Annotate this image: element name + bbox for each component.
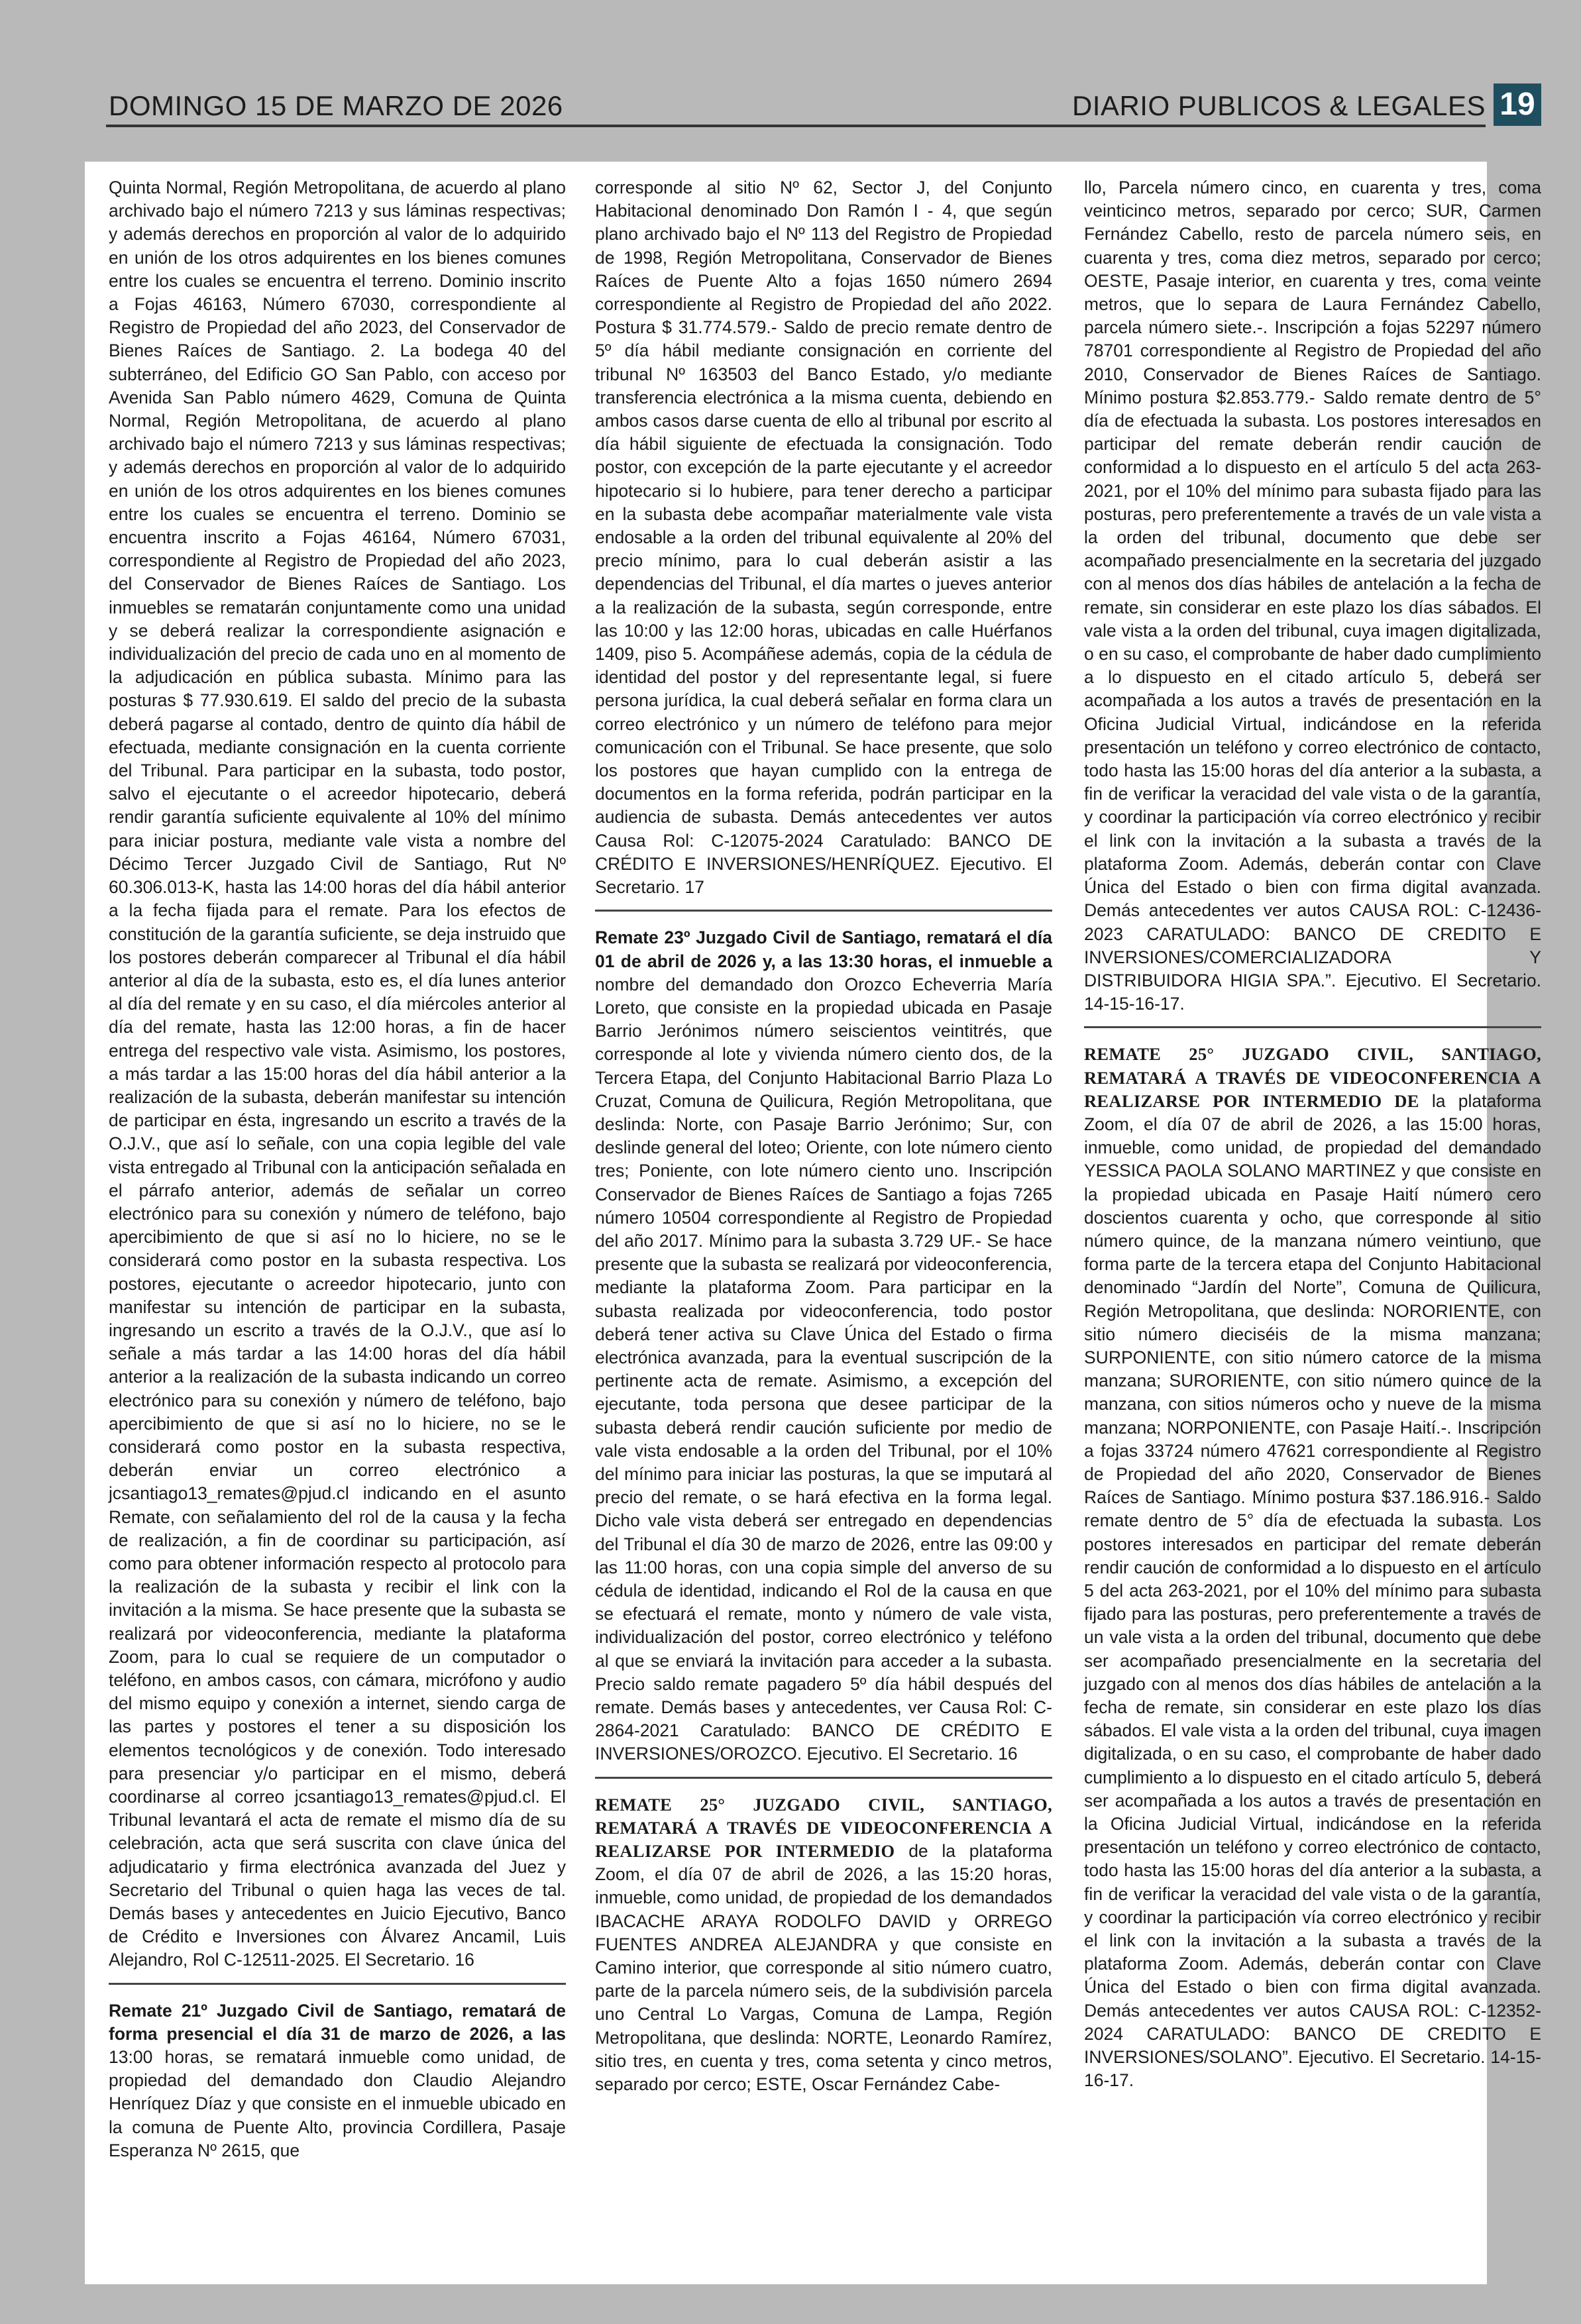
issue-date: DOMINGO 15 DE MARZO DE 2026: [109, 90, 563, 121]
page-header: [106, 83, 1541, 127]
notice-heading: REMATE 25° JUZGADO CIVIL, SANTIAGO, REMATARÁ A TRAVÉS DE VIDEOCONFERENCIA A REALIZARSE POR INTERMEDIO DE: [1084, 1044, 1541, 1111]
publication-title: DIARIO PUBLICOS & LEGALES: [1071, 90, 1486, 121]
column-3: [1084, 176, 1541, 2092]
notice-body: de la plataforma Zoom, el día 07 de abril de 2026, a las 15:20 horas, inmueble, como unidad, de propiedad de los demandados IBACACHE ARAYA RODOLFO DAVID y ORREGO FUENTES ANDREA ALEJANDRA y que consiste en Camino interior, que corresponde al sitio número cuatro, parte de la parcela número seis, de la subdivisión parcela uno Central Lo Vargas, Comuna de Lampa, Región Metropolitana, que deslinda: NORTE, Leonardo Ramírez, sitio tres, en cuenta y tres, coma setenta y cinco metros, separado por cerco; ESTE, Oscar Fernández Cabe-: [595, 1841, 1052, 2095]
notice-divider: [595, 910, 1052, 912]
column-1: [109, 176, 566, 2162]
notice-divider: [595, 1777, 1052, 1779]
notice-heading: Remate 21º Juzgado Civil de Santiago, rematará de forma presencial el día 31 de marzo de 2026, a las: [109, 2000, 566, 2044]
notice: [595, 926, 1052, 1766]
notice-divider: [109, 1983, 566, 1985]
notice-body: 13:00 horas, se rematará inmueble como unidad, de propiedad del demandado don Claudio Alejandro Henríquez Díaz y que consiste en el inmueble ubicado en la comuna de Puente Alto, provincia Cordillera, Pasaje Esperanza Nº 2615, que: [109, 2047, 566, 2160]
notice: [1084, 1043, 1541, 2092]
notice-body: Quinta Normal, Región Metropolitana, de acuerdo al plano archivado bajo el número 7213 y sus láminas respectivas; y además derechos en proporción al valor de lo adquirido en unión de los otros adquirentes en los bienes comunes entre los cuales se encuentra el terreno. Dominio inscrito a Fojas 46163, Número 67030, correspondiente al Registro de Propiedad del año 2023, del Conservador de Bienes Raíces de Santiago. 2. La bodega 40 del subterráneo, del Edificio GO San Pablo, con acceso por Avenida San Pablo número 4629, Comuna de Quinta Normal, Región Metropolitana, de acuerdo al plano archivado bajo el número 7213 y sus láminas respectivas; y además derechos en proporción al valor de lo adquirido en unión de los otros adquirentes en los bienes comunes entre los cuales se encuentra el terreno. Dominio se encuentra inscrito a Fojas 46164, Número 67031, correspondiente al Registro de Propiedad del año 2023, del Conservador de Bienes Raíces de Santiago. Los inmuebles se rematarán conjuntamente como una unidad y se deberá realizar la correspondiente asignación e individualización del precio de cada uno en al momento de la adjudicación en pública subasta. Mínimo para las posturas $ 77.930.619. El saldo del precio de la subasta deberá pagarse al contado, dentro de quinto día hábil de efectuada, mediante consignación en la cuenta corriente del Tribunal. Para participar en la subasta, todo postor, salvo el ejecutante o el acreedor hipotecario, deberá rendir garantía suficiente equivalente al 10% del mínimo para iniciar postura, mediante vale vista a nombre del Décimo Tercer Juzgado Civil de Santiago, Rut Nº 60.306.013-K, hasta las 14:00 horas del día hábil anterior a la fecha fijada para el remate. Para los efectos de constitución de la garantía suficiente, se deja instruido que los postores deberán comparecer al Tribunal el día hábil anterior al día de la subasta, esto es, el día lunes anterior al día del remate y en su caso, el día miércoles anterior al día del remate, hasta las 12:00 horas, a fin de hacer entrega del respectivo vale vista. Asimismo, los postores, a más tardar a las 15:00 horas del día hábil anterior a la realización de la subasta, deberán manifestar su intención de participar en ésta, ingresando un escrito a través de la O.J.V., que así lo señale, con una copia legible del vale vista entregado al Tribunal con la anticipación señalada en el párrafo anterior, además de señalar un correo electrónico para su conexión y número de teléfono, bajo apercibimiento de que si así no lo hiciere, no se le considerará como postor en la subasta respectiva. Los postores, ejecutante o acreedor hipotecario, junto con manifestar su intención de participar en la subasta, ingresando un escrito a través de la O.J.V., que así lo señale a más tardar a las 14:00 horas del día hábil anterior a la realización de la subasta indicando un correo electrónico para su conexión y número de teléfono, bajo apercibimiento de que si así no lo hiciere, no se le considerará como postor en la subasta respectiva, deberán enviar un correo electrónico a jcsantiago13_remates@pjud.cl indicando en el asunto Remate, con señalamiento del rol de la causa y la fecha de realización, a fin de coordinar su participación, así como para obtener información respecto al protocolo para la realización de la subasta y recibir el link con la invitación a la misma. Se hace presente que la subasta se realizará por videoconferencia, mediante la plataforma Zoom, para lo cual se requiere de un computador o teléfono, en ambos casos, con cámara, micrófono y audio del mismo equipo y conexión a internet, siendo carga de las partes y postores el tener a su disposición los elementos tecnológicos y de conexión. Todo interesado para presenciar y/o participar en el mismo, deberá coordinarse al correo jcsantiago13_remates@pjud.cl. El Tribunal levantará el acta de remate el mismo día de su celebración, acta que será suscrita con clave única del adjudicatario y firma electrónica avanzada del Juez y Secretario del Tribunal o quien haga las veces de tal. Demás bases y antecedentes en Juicio Ejecutivo, Banco de Crédito e Inversiones con Álvarez Ancamil, Luis Alejandro, Rol C-12511-2025. El Secretario. 16: [109, 178, 566, 1970]
page-number-badge: 19: [1494, 83, 1541, 126]
notice-body: llo, Parcela número cinco, en cuarenta y tres, coma veinticinco metros, separado por cerco; SUR, Carmen Fernández Cabello, resto de parcela número seis, en cuarenta y tres, coma diez metros, separado por cerco; OESTE, Pasaje interior, en cuarenta y tres, coma veinte metros, que lo separa de Laura Fernández Cabello, parcela número siete.-. Inscripción a fojas 52297 número 78701 correspondiente al Registro de Propiedad del año 2010, Conservador de Bienes Raíces de Santiago. Mínimo postura $2.853.779.- Saldo remate dentro de 5° día de efectuada la subasta. Los postores interesados en participar del remate deberán rendir caución de conformidad a lo dispuesto en el artículo 5 del acta 263-2021, por el 10% del mínimo para subasta fijado para las posturas, pero preferentemente a través de un vale vista a la orden del tribunal, documento que debe ser acompañado presencialmente en la secretaria del juzgado con al menos dos días hábiles de antelación a la fecha de remate, sin considerar en este plazo los días sábados. El vale vista a la orden del tribunal, cuya imagen digitalizada, o en su caso, el comprobante de haber dado cumplimiento a lo dispuesto en el citado artículo 5, deberá ser acompañada a los autos a través de presentación en la Oficina Judicial Virtual, indicándose en la referida presentación un teléfono y correo electrónico de contacto, todo hasta las 15:00 horas del día anterior a la subasta, a fin de verificar la veracidad del vale vista o de la garantía, y coordinar la participación vía correo electrónico y recibir el link con la invitación a la subasta a través de la plataforma Zoom. Además, deberán contar con Clave Única del Estado o bien con firma digital avanzada. Demás antecedentes ver autos CAUSA ROL: C-12436-2023 CARATULADO: BANCO DE CREDITO E INVERSIONES/COMERCIALIZADORA Y DISTRIBUIDORA HIGIA SPA.”. Ejecutivo. El Secretario. 14-15-16-17.: [1084, 178, 1541, 1014]
notice-body: corresponde al sitio Nº 62, Sector J, del Conjunto Habitacional denominado Don Ramón I - 4, que según plano archivado bajo el Nº 113 del Registro de Propiedad de 1998, Región Metropolitana, Conservador de Bienes Raíces de Puente Alto a fojas 1650 número 2694 correspondiente al Registro de Propiedad del año 2022. Postura $ 31.774.579.- Saldo de precio remate dentro de 5º día hábil mediante consignación en corriente del tribunal Nº 163503 del Banco Estado, y/o mediante transferencia electrónica a la misma cuenta, debiendo en ambos casos darse cuenta de ello al tribunal por escrito al día hábil siguiente de efectuada la consignación. Todo postor, con excepción de la parte ejecutante y el acreedor hipotecario si lo hubiere, para tener derecho a participar en la subasta debe acompañar materialmente vale vista endosable a la orden del tribunal equivalente al 20% del precio mínimo, para lo cual deberán asistir a las dependencias del Tribunal, el día martes o jueves anterior a la realización de la subasta, según corresponde, entre las 10:00 y las 12:00 horas, ubicadas en calle Huérfanos 1409, piso 5. Acompáñese además, copia de la cédula de identidad del postor y del representante legal, si fuere persona jurídica, la cual deberá señalar en forma clara un correo electrónico y un número de teléfono para mejor comunicación con el Tribunal. Se hace presente, que solo los postores que hayan cumplido con la entrega de documentos en la forma referida, podrán participar en la audiencia de subasta. Demás antecedentes ver autos Causa Rol: C-12075-2024 Caratulado: BANCO DE CRÉDITO E INVERSIONES/HENRÍQUEZ. Ejecutivo. El Secretario. 17: [595, 178, 1052, 898]
header-rule: [106, 125, 1486, 127]
column-2: [595, 176, 1052, 2096]
notice-heading: REMATE 25° JUZGADO CIVIL, SANTIAGO, REMATARÁ A TRAVÉS DE VIDEOCONFERENCIA A REALIZARSE POR INTERMEDIO: [595, 1794, 1052, 1862]
notice-heading: Remate 23º Juzgado Civil de Santiago, rematará el día 01 de abril de 2026 y, a las 13:30 horas, el inmueble a: [595, 927, 1052, 971]
notice-body: la plataforma Zoom, el día 07 de abril de 2026, a las 15:00 horas, inmueble, como unidad, de propiedad del demandado YESSICA PAOLA SOLANO MARTINEZ y que consiste en la propiedad ubicada en Pasaje Haití número cero doscientos cuarenta y ocho, que corresponde al sitio número quince, de la manzana número veintiuno, que forma parte de la tercera etapa del Conjunto Habitacional denominado “Jardín del Norte”, Comuna de Quilicura, Región Metropolitana, que deslinda: NORORIENTE, con sitio número dieciséis de la misma manzana; SURPONIENTE, con sitio número catorce de la misma manzana; SURORIENTE, con sitio número quince de la manzana, con sitios números ocho y nueve de la misma manzana; NORPONIENTE, con Pasaje Haití.-. Inscripción a fojas 33724 número 47621 correspondiente al Registro de Propiedad del año 2020, Conservador de Bienes Raíces de Santiago. Mínimo postura $37.186.916.- Saldo remate dentro de 5° día de efectuada la subasta. Los postores interesados en participar del remate deberán rendir caución de conformidad a lo dispuesto en el artículo 5 del acta 263-2021, por el 10% del mínimo para subasta fijado para las posturas, pero preferentemente a través de un vale vista a la orden del tribunal, documento que debe ser acompañado presencialmente en la secretaria del juzgado con al menos dos días hábiles de antelación a la fecha de remate, sin considerar en este plazo los días sábados. El vale vista a la orden del tribunal, cuya imagen digitalizada, o en su caso, el comprobante de haber dado cumplimiento a lo dispuesto en el citado artículo 5, deberá ser acompañada a los autos a través de presentación en la Oficina Judicial Virtual, indicándose en la referida presentación un teléfono y correo electrónico de contacto, todo hasta las 15:00 horas del día anterior a la subasta, a fin de verificar la veracidad del vale vista o de la garantía, y coordinar la participación vía correo electrónico y recibir el link con la invitación a la subasta a través de la plataforma Zoom. Además, deberán contar con Clave Única del Estado o bien con firma digital avanzada. Demás antecedentes ver autos CAUSA ROL: C-12352-2024 CARATULADO: BANCO DE CREDITO E INVERSIONES/SOLANO”. Ejecutivo. El Secretario. 14-15-16-17.: [1084, 1090, 1541, 2091]
notice: [109, 1999, 566, 2162]
notice-divider: [1084, 1026, 1541, 1028]
notice: [595, 1793, 1052, 2097]
notice-body: nombre del demandado don Orozco Echeverria María Loreto, que consiste en la propiedad ubicada en Pasaje Barrio Jerónimos número seiscientos veintitrés, que corresponde al lote y vivienda número ciento dos, de la Tercera Etapa, del Conjunto Habitacional Barrio Plaza Lo Cruzat, Comuna de Quilicura, Región Metropolitana, que deslinda: Norte, con Pasaje Barrio Jerónimo; Sur, con deslinde general del loteo; Oriente, con lote número ciento tres; Poniente, con lote número ciento uno. Inscripción Conservador de Bienes Raíces de Santiago a fojas 7265 número 10504 correspondiente al Registro de Propiedad del año 2017. Mínimo para la subasta 3.729 UF.- Se hace presente que la subasta se realizará por videoconferencia, mediante la plataforma Zoom. Para participar en la subasta realizada por videoconferencia, todo postor deberá tener activa su Clave Única del Estado o firma electrónica avanzada, para la eventual suscripción de la pertinente acta de remate. Asimismo, a excepción del ejecutante, toda persona que desee participar de la subasta deberá rendir caución suficiente por medio de vale vista endosable a la orden del Tribunal, por el 10% del mínimo para iniciar las posturas, la que se imputará al precio del remate, o se hará efectiva en la forma legal. Dicho vale vista deberá ser entregado en dependencias del Tribunal el día 30 de marzo de 2026, entre las 09:00 y las 11:00 horas, con una copia simple del anverso de su cédula de identidad, indicando el Rol de la causa en que se efectuará el remate, monto y número de vale vista, individualización del postor, correo electrónico y teléfono al que se enviará la invitación para acceder a la subasta. Precio saldo remate pagadero 5º día hábil después del remate. Demás bases y antecedentes, ver Causa Rol: C-2864-2021 Caratulado: BANCO DE CRÉDITO E INVERSIONES/OROZCO. Ejecutivo. El Secretario. 16: [595, 974, 1052, 1764]
